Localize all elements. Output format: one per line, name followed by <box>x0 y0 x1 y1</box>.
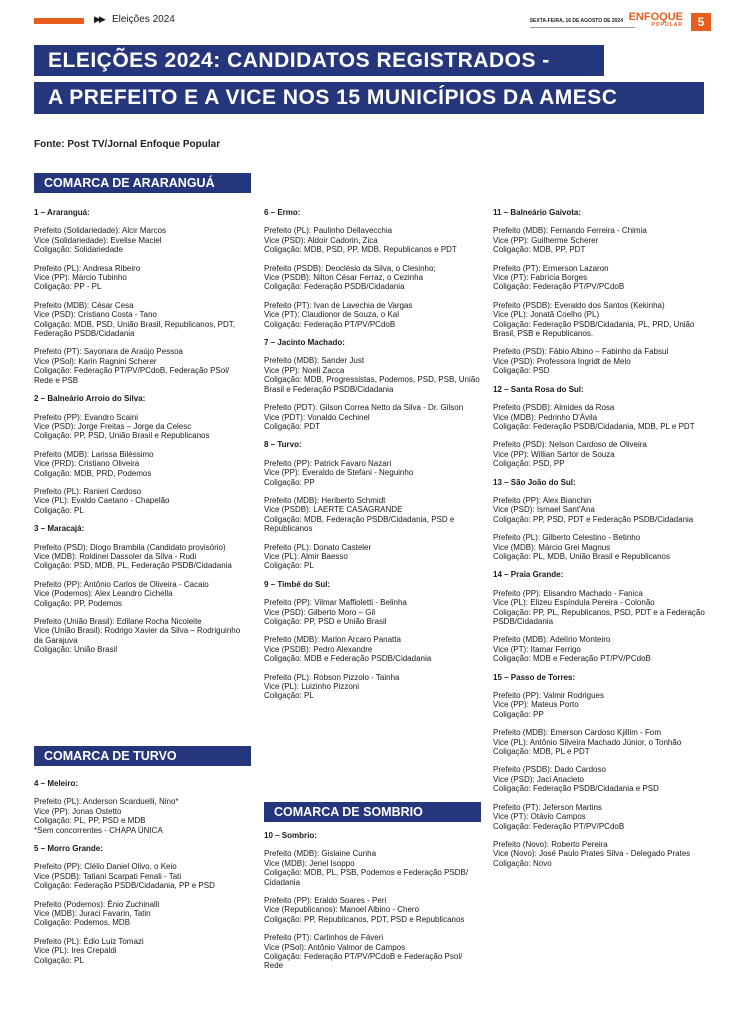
ticket-line: Vice (MDB): Márcio Grei Magnus <box>493 542 611 552</box>
ticket-line: Coligação: MDB, PSD, PP, MDB, Republicanos e PDT <box>264 245 457 255</box>
ticket-line: Coligação: MDB, PL e PDT <box>493 747 590 757</box>
ticket-line: Vice (PP): Everaldo de Stefani - Neguinho <box>264 468 414 478</box>
ticket-line: Coligação: MDB, PL, PSB, Podemos e Federação PSDB/ Cidadania <box>264 868 469 887</box>
candidate-ticket <box>264 896 482 924</box>
municipality-title: 8 – Turvo: <box>264 440 302 450</box>
ticket-line: Coligação: Federação PT/PV/PCdoB, Federação PSol/ Rede e PSB <box>34 366 230 385</box>
ticket-line: Prefeito (Podemos): Ênio Zuchinalli <box>34 899 160 909</box>
candidate-ticket <box>34 862 249 890</box>
ticket-line: Vice (PT): Itamar Ferrigo <box>493 644 581 654</box>
ticket-line: Coligação: PL, MDB, União Brasil e Republicanos <box>493 551 670 561</box>
ticket-line: Coligação: PP, PSD, União Brasil e Republicanos <box>34 431 210 441</box>
ticket-line: Vice (PSDB): LAERTE CASAGRANDE <box>264 505 403 515</box>
ticket-line: Coligação: Federação PSDB/Cidadania e PSD <box>493 784 659 794</box>
candidate-ticket <box>34 487 249 515</box>
candidate-ticket <box>493 496 711 524</box>
ticket-line: Vice (PSol): Karin Ragnini Scherer <box>34 356 157 366</box>
ticket-line: Prefeito (PL): Paulinho Dellavecchia <box>264 226 393 236</box>
column-2-sombrio <box>264 831 482 980</box>
candidate-ticket <box>493 301 711 339</box>
ticket-line: Vice (Republicanos): Manoel Albino - Chero <box>264 905 420 915</box>
comarca-sombrio-heading: COMARCA DE SOMBRIO <box>264 802 481 822</box>
ticket-line: Vice (PP): Guilherme Scherer <box>493 235 599 245</box>
ticket-line: *Sem concorrentes - CHAPA ÚNICA <box>34 825 163 835</box>
candidate-ticket <box>493 803 711 831</box>
ticket-line: Coligação: PSD, MDB, PL, Federação PSDB/Cidadania <box>34 561 232 571</box>
ticket-line: Vice (PL): Jonatã Coelho (PL) <box>493 310 600 320</box>
ticket-line: Coligação: Federação PSDB/Cidadania <box>264 282 405 292</box>
candidate-ticket <box>264 543 482 571</box>
ticket-line: Coligação: Federação PT/PV/PCdoB <box>493 821 625 831</box>
candidate-ticket <box>264 496 482 534</box>
municipality-title: 6 – Ermo: <box>264 208 301 217</box>
ticket-line: Vice (PP): Willian Sartor de Souza <box>493 449 615 459</box>
column-1 <box>34 208 249 664</box>
ticket-line: Prefeito (PP): Elisandro Machado - Fanica <box>493 588 643 598</box>
ticket-line: Prefeito (PSD): Fábio Albino – Fabinho da Fabsul <box>493 347 669 357</box>
ticket-line: Vice (PL): Almir Baesso <box>264 551 348 561</box>
ticket-line: Vice (PT): Claudionor de Souza, o Kal <box>264 310 400 320</box>
ticket-line: Vice (PSDB): Tatiani Scarpati Fenali - Tati <box>34 871 182 881</box>
ticket-line: Prefeito (PP): Vilmar Maffioletti - Belinha <box>264 598 407 608</box>
source-credit: Fonte: Post TV/Jornal Enfoque Popular <box>34 139 221 150</box>
brand-name: ENFOQUE <box>628 11 683 23</box>
ticket-line: Coligação: PSD, PP <box>493 459 565 469</box>
ticket-line: Vice (MDB): Roldinei Dassoler da Silva - Rudi <box>34 551 197 561</box>
ticket-line: Coligação: MDB, PSD, União Brasil, Republicanos, PDT, Federação PSDB/Cidadania <box>34 319 235 339</box>
issue-date: SEXTA-FEIRA, 16 DE AGOSTO DE 2024 <box>529 18 623 24</box>
municipality-title: 9 – Timbé do Sul: <box>264 579 331 589</box>
ticket-line: Coligação: Novo <box>493 858 552 868</box>
ticket-line: Prefeito (PL): Donato Casteler <box>264 542 372 552</box>
candidate-ticket <box>34 543 249 571</box>
page-header <box>0 0 745 40</box>
candidate-ticket <box>493 226 711 254</box>
ticket-line: Vice (PP): Márcio Tubinho <box>34 273 127 283</box>
ticket-line: Coligação: PP, PSD, PDT e Federação PSDB/Cidadania <box>493 514 694 524</box>
comarca-ararangua-heading: COMARCA DE ARARANGUÁ <box>34 173 251 193</box>
ticket-line: Vice (PL): Elizeu Espíndula Pereira - Colonão <box>493 598 655 608</box>
ticket-line: Vice (PL): Luizinho Pizzoni <box>264 682 360 692</box>
ticket-line: Prefeito (União Brasil): Edilane Rocha Nicoleite <box>34 617 202 626</box>
candidate-ticket <box>493 840 711 868</box>
headline-line-1: ELEIÇÕES 2024: CANDIDATOS REGISTRADOS - <box>34 45 604 76</box>
ticket-line: Coligação: MDB e Federação PT/PV/PCdoB <box>493 654 651 664</box>
candidate-ticket <box>34 900 249 928</box>
ticket-line: Vice (União Brasil): Rodrigo Xavier da Silva – Rodriguinho da Garajuva <box>34 626 241 645</box>
ticket-line: Prefeito (PL): Robson Pizzolo - Tainha <box>264 672 400 682</box>
ticket-line: Coligação: MDB, PP, PDT <box>493 245 586 255</box>
ticket-line: Coligação: Federação PT/PV/PCdoB <box>264 319 396 329</box>
page-number: 5 <box>691 13 711 31</box>
ticket-line: Prefeito (PP): Alex Bianchin <box>493 495 592 505</box>
candidate-ticket <box>264 264 482 292</box>
candidate-ticket <box>34 797 249 835</box>
candidate-ticket <box>493 589 711 627</box>
ticket-line: Prefeito (MDB): Marlon Arcaro Panatta <box>264 635 401 645</box>
ticket-line: Prefeito (PL): Andresa Ribeiro <box>34 263 141 273</box>
ticket-line: Vice (Solidariedade): Evelise Maciel <box>34 235 162 245</box>
candidate-ticket <box>264 459 482 487</box>
ticket-line: Coligação: PL <box>34 955 84 965</box>
ticket-line: Prefeito (PP): Evandro Scaini <box>34 412 139 422</box>
ticket-line: Coligação: MDB, Federação PSDB/Cidadania, PSD e Republicanos <box>264 514 455 534</box>
candidate-ticket <box>493 765 711 793</box>
municipality-title: 13 – São João do Sul: <box>493 477 576 487</box>
ticket-line: Vice (PSD): Professora Ingridt de Melo <box>493 356 631 366</box>
candidate-ticket <box>34 617 249 655</box>
ticket-line: Prefeito (PP): Eraldo Soares - Peri <box>264 896 387 906</box>
ticket-line: Coligação: MDB e Federação PSDB/Cidadania <box>264 654 432 664</box>
ticket-line: Prefeito (Solidariedade): Alcir Marcos <box>34 226 167 236</box>
column-2 <box>264 208 482 710</box>
ticket-line: Prefeito (MDB): Heriberto Schmidt <box>264 495 386 505</box>
candidate-ticket <box>493 728 711 756</box>
ticket-line: Prefeito (PSDB): Deoclésio da Silva, o Clesinho; <box>264 263 436 273</box>
ticket-line: Vice (PSDB): Nilton César Ferraz, o Cezinha <box>264 273 424 283</box>
brand-subtitle: POPULAR <box>651 22 683 28</box>
ticket-line: Prefeito (PL): Ranieri Cardoso <box>34 486 142 496</box>
ticket-line: Prefeito (MDB): Fernando Ferreira - Chimia <box>493 226 647 236</box>
ticket-line: Vice (PL): Ires Crepaldi <box>34 946 117 956</box>
municipality-title: 12 – Santa Rosa do Sul: <box>493 384 584 394</box>
ticket-line: Coligação: PP, PSD e União Brasil <box>264 617 387 626</box>
candidate-ticket <box>493 533 711 561</box>
candidate-ticket <box>493 403 711 431</box>
ticket-line: Vice (PT): Otávio Campos <box>493 812 586 822</box>
ticket-line: Prefeito (PL): Anderson Scarduelli, Nino* <box>34 797 179 807</box>
ticket-line: Coligação: PL <box>264 691 314 701</box>
ticket-line: Coligação: PP - PL <box>34 282 102 292</box>
ticket-line: Prefeito (PP): Clélio Daniel Olivo, o Keio <box>34 862 177 872</box>
column-3 <box>493 208 711 877</box>
ticket-line: Prefeito (PSDB): Almides da Rosa <box>493 403 615 413</box>
ticket-line: Prefeito (PL): Édio Luiz Tomazi <box>34 936 144 946</box>
municipality-title: 15 – Passo de Torres: <box>493 672 576 682</box>
header-accent-bar <box>34 18 84 24</box>
ticket-line: Prefeito (PP): Patrick Favaro Nazari <box>264 458 392 468</box>
candidate-ticket <box>493 635 711 663</box>
candidate-ticket <box>264 933 482 971</box>
ticket-line: Coligação: PP, Podemos <box>34 598 122 608</box>
ticket-line: Prefeito (Novo): Roberto Pereira <box>493 839 608 849</box>
ticket-line: Coligação: MDB, PRD, Podemos <box>34 468 152 478</box>
candidate-ticket <box>264 673 482 701</box>
candidate-ticket <box>493 440 711 468</box>
ticket-line: Coligação: Federação PSDB/Cidadania, MDB, PL e PDT <box>493 421 695 431</box>
ticket-line: Coligação: Federação PSDB/Cidadania, PL, PRD, União Brasil, PSB e Republicanos. <box>493 319 695 339</box>
ticket-line: Prefeito (PT): Carlinhos de Fáveri <box>264 933 384 943</box>
ticket-line: Coligação: PDT <box>264 421 321 431</box>
ticket-line: Coligação: Federação PT/PV/PCdoB <box>493 282 625 292</box>
ticket-line: Vice (PL): Evaldo Caetano - Chapelão <box>34 496 170 506</box>
candidate-ticket <box>264 598 482 626</box>
ticket-line: Coligação: Solidariedade <box>34 245 123 255</box>
ticket-line: Vice (PSD): Ismael Sant'Ana <box>493 505 595 515</box>
ticket-line: Prefeito (MDB): Gislaine Cunha <box>264 849 377 859</box>
ticket-line: Coligação: PL, PP, PSD e MDB <box>34 816 146 826</box>
ticket-line: Prefeito (MDB): Sander Just <box>264 356 365 366</box>
ticket-line: Coligação: PL <box>264 561 314 571</box>
ticket-line: Vice (PL): Antônio Silveira Machado Júnior, o Tonhão <box>493 737 682 747</box>
ticket-line: Vice (MDB): Pedrinho D'Ávila <box>493 412 598 422</box>
ticket-line: Vice (PT): Fabrícia Borges <box>493 273 588 283</box>
ticket-line: Prefeito (PDT): Gilson Correa Netto da Silva - Dr. Gilson <box>264 403 464 413</box>
ticket-line: Coligação: Federação PSDB/Cidadania, PP e PSD <box>34 881 215 891</box>
ticket-line: Prefeito (PSDB): Dado Cardoso <box>493 765 606 775</box>
ticket-line: Vice (MDB): Jeriel Isoppo <box>264 858 355 868</box>
double-chevron-right-icon: ▶▶ <box>94 14 104 24</box>
candidate-ticket <box>34 301 249 339</box>
municipality-title: 14 – Praia Grande: <box>493 570 564 580</box>
ticket-line: Vice (PDT): Vonaldo Cechinel <box>264 412 370 422</box>
ticket-line: Vice (PSD): Jaci Anacleto <box>493 774 585 784</box>
ticket-line: Vice (Novo): José Paulo Prates Silva - Delegado Prates <box>493 849 691 859</box>
ticket-line: Vice (MDB): Juraci Favarin, Tatin <box>34 909 151 919</box>
ticket-line: Vice (PP): Jonas Ostetto <box>34 806 122 816</box>
ticket-line: Prefeito (PP): Valmir Rodrigues <box>493 691 604 701</box>
candidate-ticket <box>264 356 482 394</box>
municipality-title: 10 – Sombrio: <box>264 831 317 840</box>
candidate-ticket <box>34 264 249 292</box>
candidate-ticket <box>264 403 482 431</box>
ticket-line: Prefeito (PSD): Nelson Cardoso de Oliveira <box>493 440 647 450</box>
ticket-line: Coligação: MDB, Progressistas, Podemos, PSD, PSB, União Brasil e Federação PSDB/Cidadania <box>264 375 480 394</box>
municipality-title: 5 – Morro Grande: <box>34 844 103 854</box>
ticket-line: Prefeito (MDB): Adelírio Monteiro <box>493 635 611 645</box>
section-title: Eleições 2024 <box>112 14 175 25</box>
municipality-title: 1 – Araranguá: <box>34 208 90 217</box>
ticket-line: Prefeito (PSD): Diogo Brambila (Candidato provisório) <box>34 542 226 552</box>
brand-logo <box>629 12 683 28</box>
ticket-line: Prefeito (PP): Antônio Carlos de Oliveira - Cacaio <box>34 579 209 589</box>
municipality-title: 7 – Jacinto Machado: <box>264 338 345 348</box>
candidate-ticket <box>264 301 482 329</box>
candidate-ticket <box>34 226 249 254</box>
municipality-title: 11 – Balneário Gaivota: <box>493 208 582 217</box>
ticket-line: Vice (PSol): Antônio Valmor de Campos <box>264 942 406 952</box>
candidate-ticket <box>34 937 249 965</box>
ticket-line: Coligação: PP <box>493 709 544 719</box>
ticket-line: Prefeito (PL): Gilberto Celestino - Betinho <box>493 533 641 543</box>
ticket-line: Vice (PSD): Gilberto Moro – Gil <box>264 607 375 617</box>
municipality-title: 2 – Balneário Arroio do Silva: <box>34 394 146 404</box>
ticket-line: Coligação: PP, PL, Republicanos, PSD, PDT e a Federação PSDB/Cidadania <box>493 607 705 626</box>
ticket-line: Vice (PSD): Aldoir Cadorin, Zica <box>264 235 378 245</box>
ticket-line: Vice (PRD): Cristiano Oliveira <box>34 459 140 469</box>
ticket-line: Coligação: Podemos, MDB <box>34 918 131 928</box>
header-divider <box>530 27 635 28</box>
ticket-line: Vice (PSDB): Pedro Alexandre <box>264 644 373 654</box>
ticket-line: Vice (PP): Mateus Porto <box>493 700 579 710</box>
municipality-title: 3 – Maracajá: <box>34 524 85 534</box>
ticket-line: Prefeito (PT): Sayonara de Araújo Pessoa <box>34 347 183 357</box>
ticket-line: Coligação: PP, Republicanos, PDT, PSD e Republicanos <box>264 914 465 924</box>
ticket-line: Prefeito (PT): Jeferson Martins <box>493 802 602 812</box>
candidate-ticket <box>493 691 711 719</box>
ticket-line: Vice (PP): Noeli Zacca <box>264 365 345 375</box>
ticket-line: Coligação: Federação PT/PV/PCdoB e Federação Psol/ Rede <box>264 952 463 971</box>
ticket-line: Prefeito (MDB): César Cesa <box>34 300 134 310</box>
candidate-ticket <box>34 450 249 478</box>
candidate-ticket <box>493 264 711 292</box>
ticket-line: Coligação: PSD <box>493 366 550 376</box>
ticket-line: Vice (PSD): Cristiano Costa - Tano <box>34 310 157 320</box>
ticket-line: Prefeito (PSDB): Everaldo dos Santos (Kekinha) <box>493 300 665 310</box>
candidate-ticket <box>493 347 711 375</box>
candidate-ticket <box>264 635 482 663</box>
municipality-title: 4 – Meleiro: <box>34 779 79 788</box>
ticket-line: Prefeito (PT): Ermerson Lazaron <box>493 263 609 273</box>
ticket-line: Coligação: União Brasil <box>34 645 118 655</box>
candidate-ticket <box>34 580 249 608</box>
ticket-line: Prefeito (MDB): Emerson Cardoso Kjillim - Fom <box>493 728 662 738</box>
comarca-turvo-heading: COMARCA DE TURVO <box>34 746 251 766</box>
column-1-turvo <box>34 779 249 974</box>
ticket-line: Coligação: PP <box>264 477 315 487</box>
candidate-ticket <box>264 226 482 254</box>
candidate-ticket <box>264 849 482 887</box>
ticket-line: Coligação: PL <box>34 505 84 515</box>
ticket-line: Prefeito (PT): Ivan de Lavechia de Vargas <box>264 300 413 310</box>
headline-line-2: A PREFEITO E A VICE NOS 15 MUNICÍPIOS DA AMESC <box>34 82 704 114</box>
ticket-line: Vice (Podemos): Alex Leandro Cichella <box>34 589 173 599</box>
candidate-ticket <box>34 413 249 441</box>
ticket-line: Vice (PSD): Jorge Freitas – Jorge da Celesc <box>34 421 192 431</box>
ticket-line: Prefeito (MDB): Larissa Biléssimo <box>34 449 154 459</box>
candidate-ticket <box>34 347 249 385</box>
